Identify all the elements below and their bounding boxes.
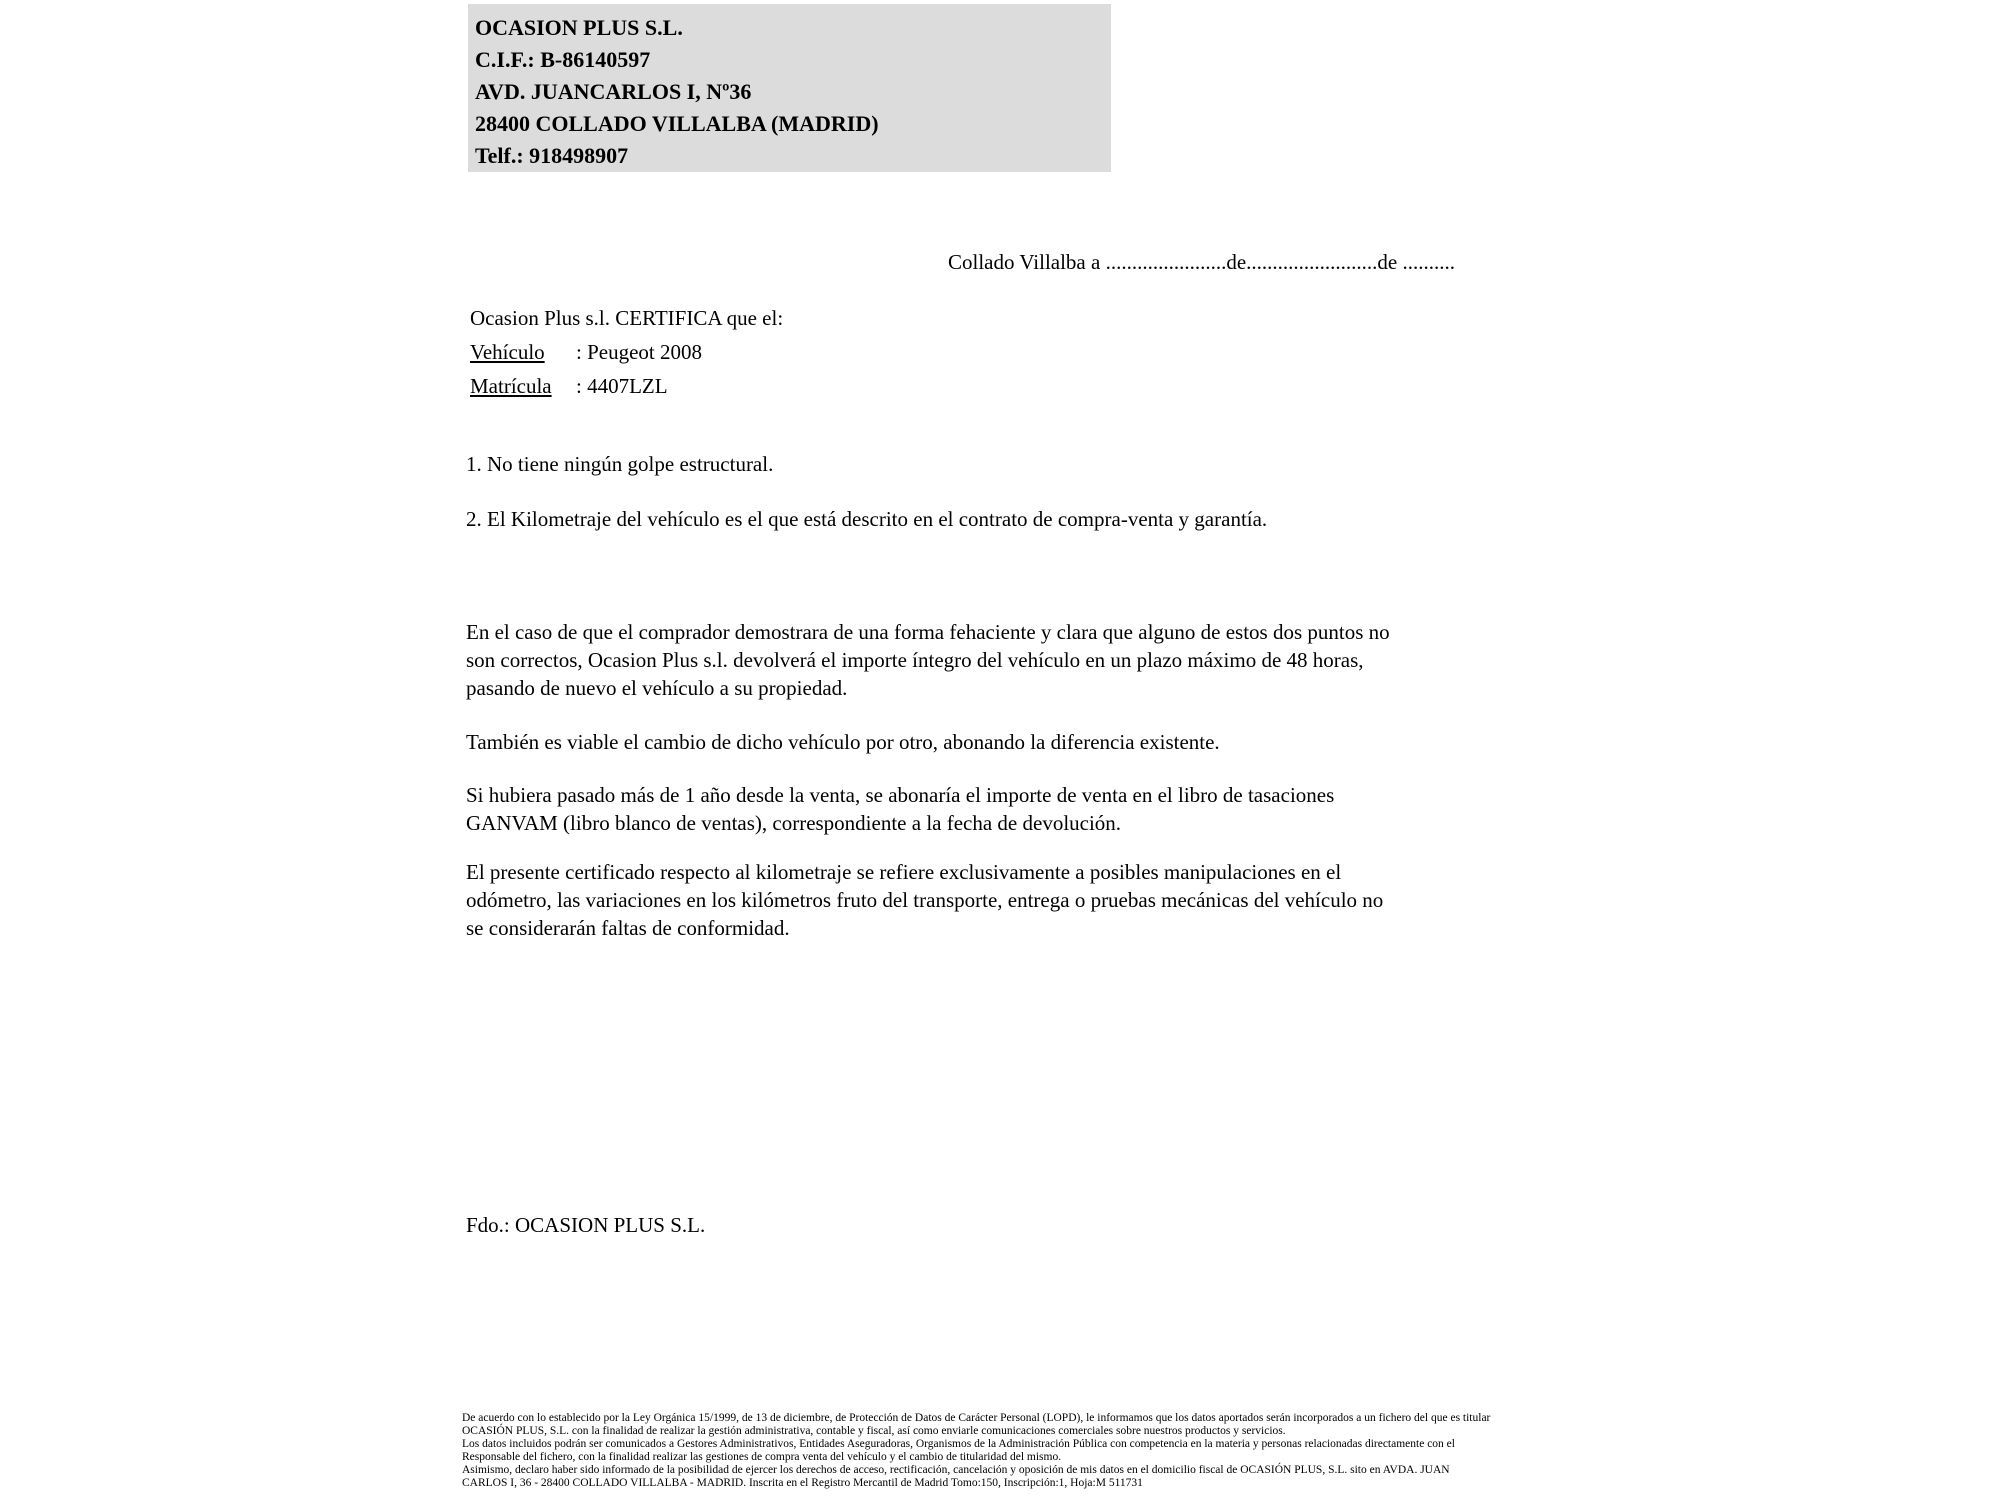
footer-line: Los datos incluidos podrán ser comunicados a Gestores Administrativos, Entidades Aseguradoras, Organismos de la Administración Pública con competencia en la materia y personas relacionadas directamente con el xyxy=(462,1438,1455,1450)
paragraph-odometer xyxy=(466,858,1383,942)
paragraph-line: odómetro, las variaciones en los kilómetros fruto del transporte, entrega o pruebas mecánicas del vehículo no xyxy=(466,888,1384,912)
paragraph-line: En el caso de que el comprador demostrara de una forma fehaciente y clara que alguno de estos dos puntos no xyxy=(466,620,1390,644)
footer-line: De acuerdo con lo establecido por la Ley Orgánica 15/1999, de 13 de diciembre, de Protección de Datos de Carácter Personal (LOPD), le informamos que los datos aportados serán incorporados a un fichero del que es titular xyxy=(462,1412,1491,1424)
vehicle-row xyxy=(470,335,783,369)
company-phone: Telf.: 918498907 xyxy=(475,143,629,168)
paragraph-line: También es viable el cambio de dicho vehículo por otro, abonando la diferencia existente. xyxy=(466,730,1220,754)
paragraph-refund xyxy=(466,618,1390,702)
company-name: OCASION PLUS S.L. xyxy=(475,15,683,40)
paragraph-line: GANVAM (libro blanco de ventas), correspondiente a la fecha de devolución. xyxy=(466,811,1122,835)
certify-point-1: 1. No tiene ningún golpe estructural. xyxy=(466,452,774,476)
paragraph-ganvam xyxy=(466,781,1334,837)
plate-label: Matrícula xyxy=(470,374,552,398)
certify-intro: Ocasion Plus s.l. CERTIFICA que el: xyxy=(470,306,784,330)
date-line: Collado Villalba a .......................de.........................de .......... xyxy=(948,250,1455,274)
certify-block xyxy=(470,301,783,403)
footer-line: OCASIÓN PLUS, S.L. con la finalidad de realizar la gestión administrativa, contable y fiscal, así como enviarle comunicaciones comerciales sobre nuestros productos y servicios. xyxy=(462,1425,1286,1437)
footer-line: Responsable del fichero, con la finalidad realizar las gestiones de compra venta del vehículo y el cambio de titularidad del mismo. xyxy=(462,1451,1062,1463)
company-address: AVD. JUANCARLOS I, Nº36 xyxy=(475,79,752,104)
plate-label-wrap xyxy=(470,369,576,403)
footer-line: Asimismo, declaro haber sido informado de la posibilidad de ejercer los derechos de acceso, rectificación, cancelación y oposición de mis datos en el domicilio fiscal de OCASIÓN PLUS, S.L. sito en AVDA. JUAN xyxy=(462,1464,1450,1476)
signature-line: Fdo.: OCASION PLUS S.L. xyxy=(466,1213,706,1237)
company-header-box xyxy=(468,4,1111,172)
vehicle-label: Vehículo xyxy=(470,340,545,364)
plate-row xyxy=(470,369,783,403)
paragraph-line: Si hubiera pasado más de 1 año desde la venta, se abonaría el importe de venta en el libro de tasaciones xyxy=(466,783,1335,807)
paragraph-exchange xyxy=(466,728,1220,756)
certify-point-2: 2. El Kilometraje del vehículo es el que está descrito en el contrato de compra-venta y garantía. xyxy=(466,507,1268,531)
vehicle-value: : Peugeot 2008 xyxy=(576,340,702,364)
paragraph-line: pasando de nuevo el vehículo a su propiedad. xyxy=(466,676,848,700)
plate-value: : 4407LZL xyxy=(576,374,668,398)
paragraph-line: se considerarán faltas de conformidad. xyxy=(466,916,790,940)
vehicle-label-wrap xyxy=(470,335,576,369)
legal-footer xyxy=(462,1412,1490,1490)
paragraph-line: son correctos, Ocasion Plus s.l. devolverá el importe íntegro del vehículo en un plazo máximo de 48 horas, xyxy=(466,648,1364,672)
paragraph-line: El presente certificado respecto al kilometraje se refiere exclusivamente a posibles manipulaciones en el xyxy=(466,860,1342,884)
company-city: 28400 COLLADO VILLALBA (MADRID) xyxy=(475,111,879,136)
footer-line: CARLOS I, 36 - 28400 COLLADO VILLALBA - MADRID. Inscrita en el Registro Mercantil de Madrid Tomo:150, Inscripción:1, Hoja:M 511731 xyxy=(462,1477,1143,1489)
company-cif: C.I.F.: B-86140597 xyxy=(475,47,651,72)
